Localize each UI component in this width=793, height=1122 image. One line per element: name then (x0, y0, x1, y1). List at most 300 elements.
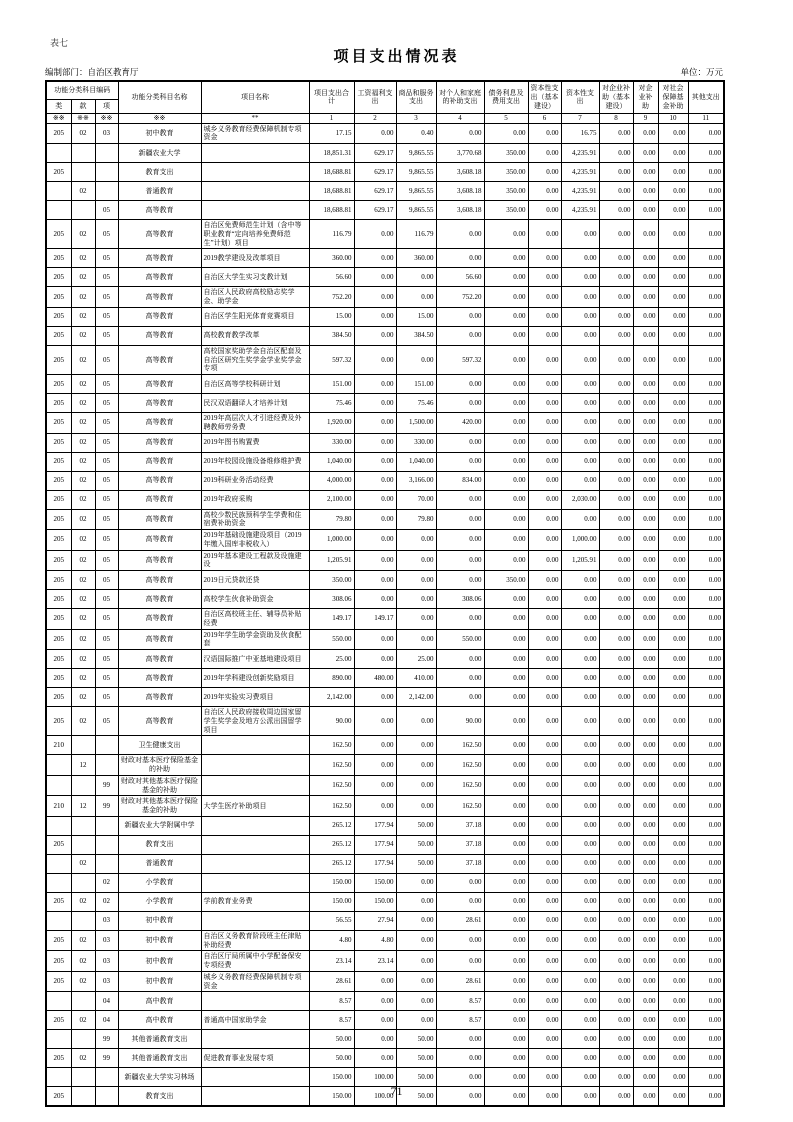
amount-capital-cell: 0.00 (561, 268, 599, 287)
code-class-cell (46, 775, 71, 796)
amount-capital-construction-cell: 0.00 (528, 249, 561, 268)
amount-enterprise-construction-cell: 0.00 (599, 550, 633, 571)
subject-name-cell: 高等教育 (118, 375, 201, 394)
amount-enterprise-construction-cell: 0.00 (599, 775, 633, 796)
amount-individual-family-cell: 0.00 (436, 326, 484, 345)
amount-capital-cell: 0.00 (561, 571, 599, 590)
amount-wages-cell: 4.80 (354, 930, 396, 951)
code-item-cell: 05 (95, 629, 118, 650)
code-section-cell: 02 (71, 669, 95, 688)
code-class-cell: 205 (46, 530, 71, 551)
code-section-cell: 02 (71, 220, 95, 249)
amount-goods-services-cell: 0.00 (396, 530, 436, 551)
amount-goods-services-cell: 9,865.55 (396, 144, 436, 163)
amount-debt-interest-cell: 0.00 (484, 375, 528, 394)
code-item-cell: 05 (95, 571, 118, 590)
code-item-cell: 02 (95, 873, 118, 892)
amount-debt-interest-cell: 0.00 (484, 509, 528, 530)
amount-debt-interest-cell: 0.00 (484, 992, 528, 1011)
amount-individual-family-cell: 162.50 (436, 796, 484, 817)
amount-other-cell: 0.00 (688, 509, 724, 530)
amount-wages-cell: 0.00 (354, 433, 396, 452)
table-row (46, 471, 724, 490)
amount-goods-services-cell: 15.00 (396, 307, 436, 326)
amount-wages-cell: 0.00 (354, 755, 396, 776)
amount-capital-cell: 0.00 (561, 1049, 599, 1068)
table-row (46, 590, 724, 609)
amount-total-cell: 2,100.00 (309, 490, 354, 509)
code-item-cell: 03 (95, 930, 118, 951)
code-item-cell (95, 835, 118, 854)
amount-enterprise-cell: 0.00 (633, 736, 658, 755)
amount-capital-construction-cell: 0.00 (528, 571, 561, 590)
amount-goods-services-cell: 9,865.55 (396, 163, 436, 182)
amount-debt-interest-cell: 350.00 (484, 182, 528, 201)
amount-social-security-cell: 0.00 (658, 669, 688, 688)
amount-debt-interest-cell: 0.00 (484, 268, 528, 287)
amount-enterprise-construction-cell: 0.00 (599, 433, 633, 452)
project-name-cell: 2019年政府采购 (201, 490, 309, 509)
amount-wages-cell: 177.94 (354, 835, 396, 854)
amount-enterprise-cell: 0.00 (633, 629, 658, 650)
amount-social-security-cell: 0.00 (658, 775, 688, 796)
amount-capital-construction-cell: 0.00 (528, 873, 561, 892)
amount-total-cell: 265.12 (309, 854, 354, 873)
table-row (46, 873, 724, 892)
amount-individual-family-cell: 0.00 (436, 433, 484, 452)
amount-capital-construction-cell: 0.00 (528, 413, 561, 434)
amount-capital-construction-cell: 0.00 (528, 816, 561, 835)
amount-other-cell: 0.00 (688, 835, 724, 854)
amount-other-cell: 0.00 (688, 892, 724, 911)
amount-enterprise-cell: 0.00 (633, 816, 658, 835)
project-name-cell (201, 1030, 309, 1049)
amount-other-cell: 0.00 (688, 345, 724, 374)
project-name-cell: 促进教育事业发展专项 (201, 1049, 309, 1068)
amount-social-security-cell: 0.00 (658, 550, 688, 571)
code-section-cell (71, 816, 95, 835)
amount-individual-family-cell: 0.00 (436, 609, 484, 630)
code-class-cell (46, 1030, 71, 1049)
amount-enterprise-construction-cell: 0.00 (599, 375, 633, 394)
amount-goods-services-cell: 0.00 (396, 609, 436, 630)
amount-total-cell: 18,688.81 (309, 182, 354, 201)
marker-cell: 1 (309, 113, 354, 123)
amount-capital-cell: 0.00 (561, 854, 599, 873)
code-section-cell: 02 (71, 530, 95, 551)
table-row (46, 163, 724, 182)
amount-debt-interest-cell: 0.00 (484, 345, 528, 374)
amount-enterprise-construction-cell: 0.00 (599, 201, 633, 220)
amount-wages-cell: 0.00 (354, 413, 396, 434)
subject-name-cell: 高等教育 (118, 394, 201, 413)
code-item-cell (95, 854, 118, 873)
amount-social-security-cell: 0.00 (658, 1068, 688, 1087)
code-class-cell: 205 (46, 375, 71, 394)
amount-other-cell: 0.00 (688, 307, 724, 326)
amount-debt-interest-cell: 0.00 (484, 1049, 528, 1068)
prepared-by-label: 编制部门：自治区教育厅 (45, 67, 139, 77)
header-other: 其他支出 (688, 81, 724, 113)
amount-wages-cell: 0.00 (354, 650, 396, 669)
amount-capital-cell: 0.00 (561, 755, 599, 776)
amount-wages-cell: 0.00 (354, 220, 396, 249)
amount-other-cell: 0.00 (688, 550, 724, 571)
amount-total-cell: 890.00 (309, 669, 354, 688)
amount-goods-services-cell: 50.00 (396, 1068, 436, 1087)
amount-social-security-cell: 0.00 (658, 1087, 688, 1106)
table-row (46, 530, 724, 551)
code-item-cell: 05 (95, 326, 118, 345)
subject-name-cell: 初中教育 (118, 123, 201, 144)
code-item-cell: 05 (95, 688, 118, 707)
amount-debt-interest-cell: 0.00 (484, 326, 528, 345)
amount-enterprise-cell: 0.00 (633, 796, 658, 817)
amount-enterprise-construction-cell: 0.00 (599, 394, 633, 413)
amount-capital-cell: 0.00 (561, 249, 599, 268)
amount-total-cell: 8.57 (309, 992, 354, 1011)
amount-total-cell: 150.00 (309, 873, 354, 892)
amount-social-security-cell: 0.00 (658, 755, 688, 776)
code-item-cell: 05 (95, 669, 118, 688)
amount-enterprise-cell: 0.00 (633, 1049, 658, 1068)
amount-debt-interest-cell: 0.00 (484, 1068, 528, 1087)
code-item-cell: 05 (95, 707, 118, 736)
project-name-cell (201, 163, 309, 182)
amount-individual-family-cell: 90.00 (436, 707, 484, 736)
amount-enterprise-construction-cell: 0.00 (599, 590, 633, 609)
amount-other-cell: 0.00 (688, 490, 724, 509)
code-item-cell: 05 (95, 471, 118, 490)
marker-cell: 5 (484, 113, 528, 123)
subject-name-cell: 高等教育 (118, 550, 201, 571)
amount-capital-cell: 0.00 (561, 471, 599, 490)
amount-social-security-cell: 0.00 (658, 629, 688, 650)
amount-individual-family-cell: 8.57 (436, 1011, 484, 1030)
amount-enterprise-cell: 0.00 (633, 951, 658, 972)
amount-wages-cell: 0.00 (354, 375, 396, 394)
amount-capital-cell: 0.00 (561, 609, 599, 630)
amount-capital-cell: 4,235.91 (561, 201, 599, 220)
amount-enterprise-construction-cell: 0.00 (599, 1087, 633, 1106)
table-row (46, 707, 724, 736)
amount-total-cell: 50.00 (309, 1030, 354, 1049)
amount-total-cell: 1,000.00 (309, 530, 354, 551)
amount-capital-cell: 0.00 (561, 220, 599, 249)
amount-goods-services-cell: 410.00 (396, 669, 436, 688)
amount-social-security-cell: 0.00 (658, 854, 688, 873)
amount-social-security-cell: 0.00 (658, 650, 688, 669)
code-section-cell: 02 (71, 375, 95, 394)
code-section-cell: 02 (71, 707, 95, 736)
amount-goods-services-cell: 79.80 (396, 509, 436, 530)
amount-other-cell: 0.00 (688, 951, 724, 972)
amount-goods-services-cell: 0.00 (396, 736, 436, 755)
marker-cell: ** (201, 113, 309, 123)
code-section-cell: 02 (71, 892, 95, 911)
amount-social-security-cell: 0.00 (658, 571, 688, 590)
amount-debt-interest-cell: 0.00 (484, 669, 528, 688)
amount-social-security-cell: 0.00 (658, 930, 688, 951)
marker-cell: 8 (599, 113, 633, 123)
code-class-cell: 205 (46, 123, 71, 144)
amount-capital-cell: 1,205.91 (561, 550, 599, 571)
amount-enterprise-cell: 0.00 (633, 911, 658, 930)
marker-cell: 6 (528, 113, 561, 123)
amount-total-cell: 550.00 (309, 629, 354, 650)
amount-individual-family-cell: 0.00 (436, 1087, 484, 1106)
amount-capital-construction-cell: 0.00 (528, 609, 561, 630)
amount-enterprise-construction-cell: 0.00 (599, 609, 633, 630)
table-row (46, 144, 724, 163)
amount-enterprise-construction-cell: 0.00 (599, 509, 633, 530)
amount-wages-cell: 629.17 (354, 201, 396, 220)
amount-social-security-cell: 0.00 (658, 345, 688, 374)
code-class-cell: 205 (46, 707, 71, 736)
amount-goods-services-cell: 50.00 (396, 1030, 436, 1049)
amount-total-cell: 308.06 (309, 590, 354, 609)
amount-goods-services-cell: 0.00 (396, 571, 436, 590)
amount-total-cell: 330.00 (309, 433, 354, 452)
amount-total-cell: 162.50 (309, 775, 354, 796)
amount-capital-construction-cell: 0.00 (528, 854, 561, 873)
amount-debt-interest-cell: 0.00 (484, 854, 528, 873)
table-row (46, 394, 724, 413)
amount-debt-interest-cell: 0.00 (484, 394, 528, 413)
subject-name-cell: 高等教育 (118, 707, 201, 736)
subject-name-cell: 高等教育 (118, 345, 201, 374)
amount-individual-family-cell: 752.20 (436, 287, 484, 308)
header-subject-name: 功能分类科目名称 (118, 81, 201, 113)
header-social-security: 对社会保障基金补助 (658, 81, 688, 113)
subject-name-cell: 小学教育 (118, 873, 201, 892)
amount-enterprise-construction-cell: 0.00 (599, 326, 633, 345)
amount-enterprise-construction-cell: 0.00 (599, 650, 633, 669)
amount-wages-cell: 0.00 (354, 287, 396, 308)
project-name-cell: 城乡义务教育经费保障机制专项资金 (201, 123, 309, 144)
amount-goods-services-cell: 0.00 (396, 911, 436, 930)
code-section-cell: 02 (71, 452, 95, 471)
code-item-cell: 99 (95, 1049, 118, 1068)
amount-individual-family-cell: 56.60 (436, 268, 484, 287)
project-name-cell: 汉语国际推广中亚基地建设项目 (201, 650, 309, 669)
amount-individual-family-cell: 834.00 (436, 471, 484, 490)
code-class-cell: 205 (46, 1049, 71, 1068)
amount-enterprise-cell: 0.00 (633, 471, 658, 490)
amount-other-cell: 0.00 (688, 433, 724, 452)
table-row (46, 775, 724, 796)
amount-individual-family-cell: 3,608.18 (436, 182, 484, 201)
code-section-cell: 02 (71, 182, 95, 201)
amount-capital-cell: 16.75 (561, 123, 599, 144)
subject-name-cell: 高等教育 (118, 490, 201, 509)
marker-cell: ※※ (46, 113, 71, 123)
amount-capital-cell: 0.00 (561, 835, 599, 854)
table-row (46, 509, 724, 530)
amount-capital-construction-cell: 0.00 (528, 1030, 561, 1049)
amount-individual-family-cell: 0.00 (436, 1049, 484, 1068)
amount-wages-cell: 0.00 (354, 775, 396, 796)
subject-name-cell: 新疆农业大学附属中学 (118, 816, 201, 835)
code-item-cell: 05 (95, 550, 118, 571)
amount-enterprise-construction-cell: 0.00 (599, 220, 633, 249)
amount-goods-services-cell: 0.00 (396, 951, 436, 972)
amount-individual-family-cell: 3,770.68 (436, 144, 484, 163)
amount-social-security-cell: 0.00 (658, 163, 688, 182)
amount-other-cell: 0.00 (688, 268, 724, 287)
amount-enterprise-construction-cell: 0.00 (599, 854, 633, 873)
amount-other-cell: 0.00 (688, 609, 724, 630)
amount-debt-interest-cell: 0.00 (484, 816, 528, 835)
amount-capital-construction-cell: 0.00 (528, 707, 561, 736)
subject-name-cell: 初中教育 (118, 911, 201, 930)
amount-debt-interest-cell: 0.00 (484, 736, 528, 755)
code-class-cell (46, 144, 71, 163)
amount-total-cell: 56.55 (309, 911, 354, 930)
amount-enterprise-construction-cell: 0.00 (599, 796, 633, 817)
code-section-cell (71, 163, 95, 182)
project-name-cell: 2019年图书购置费 (201, 433, 309, 452)
code-item-cell: 05 (95, 509, 118, 530)
table-row (46, 669, 724, 688)
amount-enterprise-construction-cell: 0.00 (599, 873, 633, 892)
subject-name-cell: 高等教育 (118, 571, 201, 590)
code-section-cell: 12 (71, 796, 95, 817)
table-row (46, 816, 724, 835)
code-class-cell: 205 (46, 345, 71, 374)
amount-debt-interest-cell: 0.00 (484, 707, 528, 736)
amount-capital-construction-cell: 0.00 (528, 452, 561, 471)
amount-capital-construction-cell: 0.00 (528, 345, 561, 374)
amount-wages-cell: 27.94 (354, 911, 396, 930)
amount-capital-construction-cell: 0.00 (528, 550, 561, 571)
code-item-cell: 05 (95, 394, 118, 413)
amount-other-cell: 0.00 (688, 1087, 724, 1106)
project-name-cell: 自治区学生阳光体育竞赛项目 (201, 307, 309, 326)
amount-goods-services-cell: 0.00 (396, 550, 436, 571)
marker-cell: 11 (688, 113, 724, 123)
amount-debt-interest-cell: 0.00 (484, 650, 528, 669)
amount-enterprise-cell: 0.00 (633, 287, 658, 308)
amount-enterprise-construction-cell: 0.00 (599, 345, 633, 374)
code-section-cell: 02 (71, 509, 95, 530)
code-section-cell: 02 (71, 854, 95, 873)
amount-social-security-cell: 0.00 (658, 1011, 688, 1030)
amount-enterprise-cell: 0.00 (633, 345, 658, 374)
amount-goods-services-cell: 0.00 (396, 590, 436, 609)
amount-enterprise-construction-cell: 0.00 (599, 471, 633, 490)
amount-wages-cell: 0.00 (354, 326, 396, 345)
amount-social-security-cell: 0.00 (658, 816, 688, 835)
subject-name-cell: 卫生健康支出 (118, 736, 201, 755)
amount-social-security-cell: 0.00 (658, 433, 688, 452)
amount-individual-family-cell: 420.00 (436, 413, 484, 434)
code-class-cell: 205 (46, 307, 71, 326)
code-class-cell: 205 (46, 268, 71, 287)
amount-social-security-cell: 0.00 (658, 1030, 688, 1049)
code-class-cell: 205 (46, 326, 71, 345)
project-name-cell: 2019年校园设施设备维修维护费 (201, 452, 309, 471)
amount-goods-services-cell: 0.00 (396, 345, 436, 374)
header-individual-family: 对个人和家庭的补助支出 (436, 81, 484, 113)
amount-wages-cell: 0.00 (354, 707, 396, 736)
amount-enterprise-cell: 0.00 (633, 992, 658, 1011)
amount-capital-construction-cell: 0.00 (528, 650, 561, 669)
amount-capital-cell: 0.00 (561, 688, 599, 707)
amount-individual-family-cell: 0.00 (436, 873, 484, 892)
table-row (46, 326, 724, 345)
amount-capital-construction-cell: 0.00 (528, 755, 561, 776)
amount-individual-family-cell: 162.50 (436, 736, 484, 755)
amount-total-cell: 1,920.00 (309, 413, 354, 434)
amount-debt-interest-cell: 0.00 (484, 452, 528, 471)
amount-social-security-cell: 0.00 (658, 835, 688, 854)
amount-social-security-cell: 0.00 (658, 201, 688, 220)
subject-name-cell: 教育支出 (118, 835, 201, 854)
amount-enterprise-cell: 0.00 (633, 971, 658, 992)
amount-enterprise-construction-cell: 0.00 (599, 992, 633, 1011)
amount-total-cell: 23.14 (309, 951, 354, 972)
code-section-cell: 02 (71, 123, 95, 144)
amount-capital-cell: 0.00 (561, 590, 599, 609)
code-section-cell: 02 (71, 650, 95, 669)
code-section-cell (71, 911, 95, 930)
subject-name-cell: 高等教育 (118, 509, 201, 530)
amount-enterprise-cell: 0.00 (633, 182, 658, 201)
amount-wages-cell: 100.00 (354, 1087, 396, 1106)
marker-cell: ※※ (95, 113, 118, 123)
amount-capital-cell: 0.00 (561, 1011, 599, 1030)
code-section-cell: 02 (71, 326, 95, 345)
amount-total-cell: 17.15 (309, 123, 354, 144)
amount-other-cell: 0.00 (688, 571, 724, 590)
amount-wages-cell: 0.00 (354, 452, 396, 471)
amount-goods-services-cell: 0.00 (396, 992, 436, 1011)
amount-individual-family-cell: 3,608.18 (436, 163, 484, 182)
code-class-cell (46, 182, 71, 201)
amount-social-security-cell: 0.00 (658, 375, 688, 394)
amount-capital-construction-cell: 0.00 (528, 1068, 561, 1087)
table-body (46, 123, 724, 1106)
amount-wages-cell: 0.00 (354, 796, 396, 817)
code-section-cell (71, 144, 95, 163)
amount-wages-cell: 0.00 (354, 688, 396, 707)
amount-goods-services-cell: 384.50 (396, 326, 436, 345)
amount-capital-construction-cell: 0.00 (528, 1011, 561, 1030)
amount-social-security-cell: 0.00 (658, 736, 688, 755)
code-class-cell: 205 (46, 452, 71, 471)
amount-capital-cell: 4,235.91 (561, 144, 599, 163)
amount-other-cell: 0.00 (688, 854, 724, 873)
project-name-cell (201, 775, 309, 796)
subject-name-cell: 新疆农业大学 (118, 144, 201, 163)
table-row (46, 433, 724, 452)
header-code-group: 功能分类科目编码 (46, 81, 118, 99)
amount-total-cell: 150.00 (309, 1068, 354, 1087)
table-row (46, 835, 724, 854)
subject-name-cell: 高等教育 (118, 669, 201, 688)
code-class-cell: 205 (46, 433, 71, 452)
amount-enterprise-construction-cell: 0.00 (599, 182, 633, 201)
code-section-cell: 02 (71, 571, 95, 590)
amount-individual-family-cell: 37.18 (436, 816, 484, 835)
subject-name-cell: 财政对其他基本医疗保险基金的补助 (118, 796, 201, 817)
amount-total-cell: 150.00 (309, 892, 354, 911)
amount-capital-construction-cell: 0.00 (528, 590, 561, 609)
amount-individual-family-cell: 3,608.18 (436, 201, 484, 220)
amount-individual-family-cell: 8.57 (436, 992, 484, 1011)
amount-enterprise-construction-cell: 0.00 (599, 688, 633, 707)
